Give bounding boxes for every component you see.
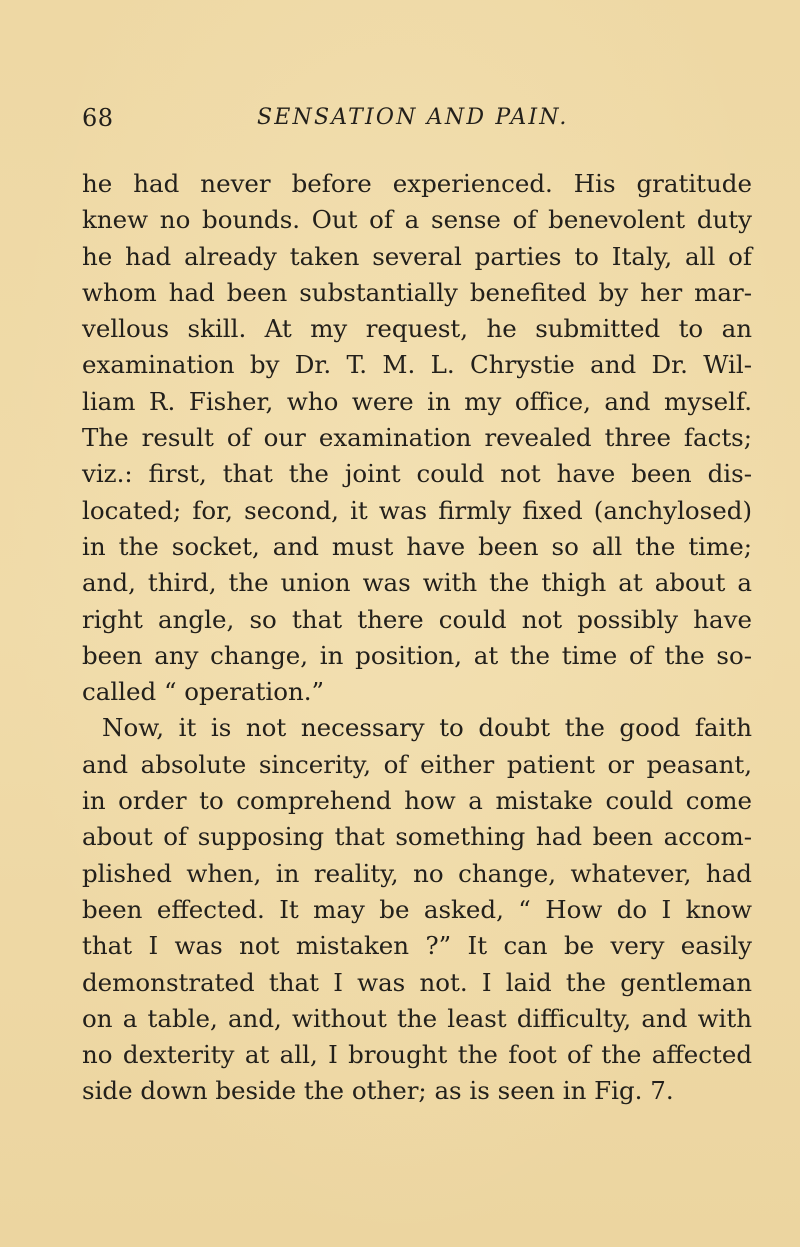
text-line: on a table, and, without the least difficulty, and with xyxy=(82,1003,752,1033)
text-line: examination by Dr. T. M. L. Chrystie and Dr. Wil- xyxy=(82,350,752,380)
paragraph-1 xyxy=(82,166,752,710)
text-line: The result of our examination revealed three facts; xyxy=(82,423,752,453)
text-line: that I was not mistaken ?” It can be very easily xyxy=(82,931,752,961)
text-line: he had never before experienced. His gratitude xyxy=(82,169,752,198)
text-line: vellous skill. At my request, he submitted to an xyxy=(82,314,752,344)
text-line: demonstrated that I was not. I laid the gentleman xyxy=(82,967,752,997)
page-number: 68 xyxy=(82,104,114,132)
text-line: viz.: first, that the joint could not have been dis- xyxy=(82,459,752,489)
text-line: and, third, the union was with the thigh at about a xyxy=(82,568,752,598)
text-line: liam R. Fisher, who were in my office, and myself. xyxy=(82,386,752,416)
paragraph-2 xyxy=(82,710,752,1109)
text-line: Now, it is not necessary to doubt the good faith xyxy=(102,713,752,743)
text-line: knew no bounds. Out of a sense of benevolent duty xyxy=(82,205,752,235)
text-line: in the socket, and must have been so all the time; xyxy=(82,531,752,561)
text-line: he had already taken several parties to Italy, all of xyxy=(82,241,752,271)
text-line: been any change, in position, at the time of the so- xyxy=(82,640,752,670)
page-header xyxy=(82,98,762,138)
text-line: about of supposing that something had been accom- xyxy=(82,822,752,852)
text-line: plished when, in reality, no change, whatever, had xyxy=(82,858,752,888)
text-line: located; for, second, it was firmly fixed (anchylosed) xyxy=(82,495,752,525)
text-line: right angle, so that there could not possibly have xyxy=(82,604,752,634)
text-line: called “ operation.” xyxy=(82,677,325,707)
body-text xyxy=(82,166,752,1110)
text-line: been effected. It may be asked, “ How do I know xyxy=(82,894,752,924)
text-line: in order to comprehend how a mistake could come xyxy=(82,786,752,816)
text-line: and absolute sincerity, of either patient or peasant, xyxy=(82,749,752,779)
running-title: SENSATION AND PAIN. xyxy=(257,105,569,130)
text-line: whom had been substantially benefited by her mar- xyxy=(82,277,752,307)
text-line: no dexterity at all, I brought the foot of the affected xyxy=(82,1040,752,1070)
text-line: side down beside the other; as is seen in Fig. 7. xyxy=(82,1076,674,1106)
